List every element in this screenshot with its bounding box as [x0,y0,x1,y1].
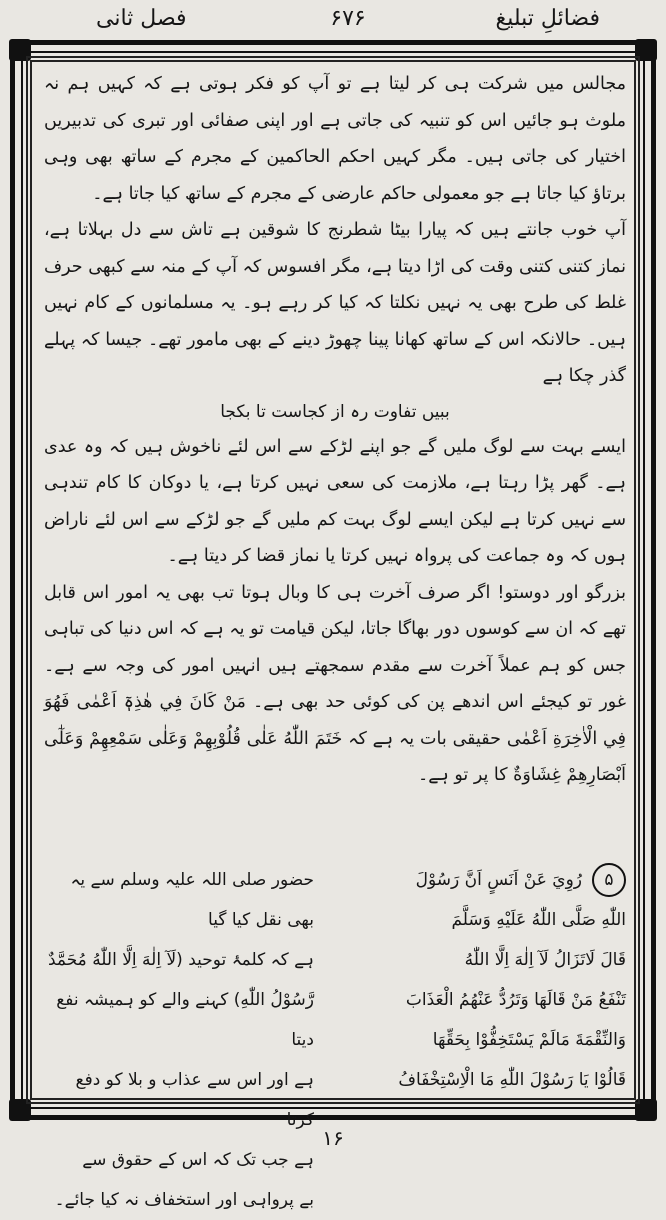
translation-line: حضور صلی اللہ علیہ وسلم سے یہ بھی نقل کیا گیا [70,870,314,930]
page-number: ۶۷۶ [330,6,366,31]
paragraph: بزرگو اور دوستو! اگر صرف آخرت ہی کا وبال ہوتا تب بھی یہ امور اس قابل تھے کہ ان سے کوسوں دور بھاگا جاتا، لیکن قیامت تو یہ ہے کہ اس دنیا کی تباہی جس کو ہم عملاً آخرت سے مقدم سمجھتے ہیں انہیں امور کی وجہ سے ہے۔ غور تو کیجئے اس اندھے پن کی کوئی حد بھی ہے۔ مَنْ كَانَ فِي هٰذِهٖٓ اَعْمٰى فَهُوَ فِي الْاٰخِرَةِ اَعْمٰى حقیقی بات یہ ہے کہ خَتَمَ اللّٰهُ عَلٰى قُلُوْبِهِمْ وَعَلٰى سَمْعِهِمْ وَعَلٰٓى اَبْصَارِهِمْ غِشَاوَةٌ کا پر تو ہے۔ [44,582,626,785]
paragraph: آپ خوب جانتے ہیں کہ پیارا بیٹا شطرنج کا شوقین ہے تاش سے دل بہلاتا ہے، نماز کتنی کتنی وقت کی اڑا دیتا ہے، مگر افسوس کہ آپ کے منہ سے کبھی حرف غلط کی طرح بھی یہ نہیں نکلتا کہ کیا کر رہے ہو۔ یہ مسلمانوں کے کام نہیں ہیں۔ حالانکہ اس کے ساتھ کھانا پینا چھوڑ دینے کے بھی مامور تھے۔ جیسا کہ پہلے گذر چکا ہے [44,220,626,386]
paragraph: ایسے بہت سے لوگ ملیں گے جو اپنے لڑکے سے اس لئے ناخوش ہیں کہ وہ عدی ہے۔ گھر پڑا رہتا ہے، ملازمت کی سعی نہیں کرتا ہے، یا دوکان کا کام تندہی سے نہیں کرتا ہے لیکن ایسے لوگ بہت کم ملیں گے جو لڑکے سے اس لئے ناراض ہوں کہ وہ جماعت کی پرواہ نہیں کرتا یا نماز قضا کر دیتا ہے۔ [44,436,626,566]
translation-line: ہے اور اس سے عذاب و بلا کو دفع کرتا [75,1070,314,1130]
hadith-translation [44,860,314,1220]
hadith-line: وَالنِّقْمَةَ مَالَمْ يَسْتَخِفُّوْا بِحَقِّهَا [432,1030,626,1050]
translation-line: بے پرواہی اور استخفاف نہ کیا جائے۔ [54,1190,314,1210]
corner-ornament [9,1099,31,1121]
hadith-line: قَالَ لَاتَزَالُ لَآ اِلٰهَ اِلَّا اللّٰهُ [464,950,626,970]
hadith-line: تَنْفَعُ مَنْ قَالَهَا وَتَرُدُّ عَنْهُمُ الْعَذَابَ [405,990,626,1010]
signature-mark: ۱۶ [322,1126,344,1150]
translation-line: ہے جب تک کہ اس کے حقوق سے [82,1150,314,1170]
corner-ornament [9,39,31,61]
translation-line: ہے کہ کلمۂ توحید (لَآ اِلٰهَ اِلَّا اللّٰهُ مُحَمَّدٌ [47,950,314,970]
hadith-line: ۵رُوِيَ عَنْ اَنَسٍ اَنَّ رَسُوْلَ [336,860,626,900]
page-header [96,6,600,40]
persian-verse: ببیں تفاوت رہ از کجاست تا بکجا [220,401,450,422]
section-title: فصل ثانی [96,6,187,31]
hadith-arabic [336,860,626,1100]
hadith-line: قَالُوْا يَا رَسُوْلَ اللّٰهِ مَا الْاِسْتِخْفَافُ [398,1070,626,1090]
paragraph: مجالس میں شرکت ہی کر لیتا ہے تو آپ کو فکر ہوتی ہے کہ کہیں ہم نہ ملوث ہو جائیں اس کو تنبیہ کی جاتی ہے اور اپنی صفائی اور تبری کی تدبیریں اختیار کی جاتی ہیں۔ مگر کہیں احکم الحاکمین کے مجرم کے ساتھ بھی وہی برتاؤ کیا جاتا ہے جو معمولی حاکم عارضی کے مجرم کے ساتھ کیا جاتا ہے۔ [44,74,626,204]
corner-ornament [635,39,657,61]
book-title: فضائلِ تبلیغ [495,6,600,31]
translation-line: رَّسُوْلُ اللّٰهِ) کہنے والے کو ہمیشہ نفع دیتا [56,990,314,1050]
corner-ornament [635,1099,657,1121]
hadith-line: اللّٰهِ صَلَّى اللّٰهُ عَلَيْهِ وَسَلَّمَ [451,910,626,930]
hadith-number: ۵ [592,863,626,897]
